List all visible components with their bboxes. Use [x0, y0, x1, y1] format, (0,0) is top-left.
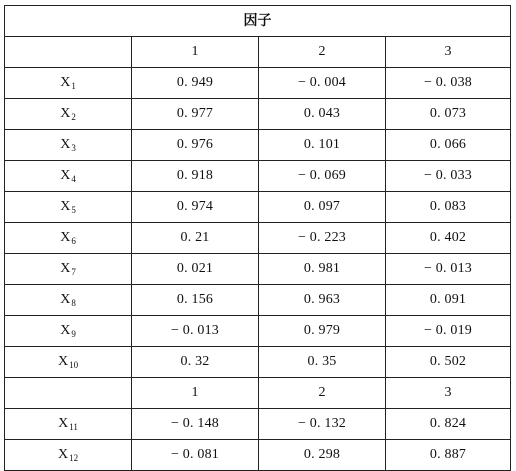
header-empty-cell: [5, 378, 132, 409]
variable-label-cell: [5, 68, 132, 99]
title-row: [5, 6, 511, 37]
loading-value-cell: 0. 963: [259, 285, 386, 316]
variable-subscript: 6: [71, 235, 76, 246]
loading-value-cell: − 0. 019: [386, 316, 511, 347]
table-row: [5, 316, 511, 347]
loading-value-cell: 0. 949: [132, 68, 259, 99]
loading-value-cell: 0. 977: [132, 99, 259, 130]
loading-value-cell: − 0. 223: [259, 223, 386, 254]
variable-subscript: 11: [69, 421, 78, 432]
loading-value-cell: − 0. 038: [386, 68, 511, 99]
loading-value-cell: 0. 021: [132, 254, 259, 285]
variable-label-cell: [5, 192, 132, 223]
variable-name: X: [60, 291, 71, 307]
variable-subscript: 10: [69, 359, 79, 370]
variable-label-cell: [5, 161, 132, 192]
loading-value-cell: − 0. 013: [386, 254, 511, 285]
variable-label-cell: [5, 285, 132, 316]
variable-name: X: [60, 167, 71, 183]
loading-value-cell: 0. 981: [259, 254, 386, 285]
table-row: [5, 254, 511, 285]
factor-header-cell: 1: [132, 378, 259, 409]
variable-label-cell: [5, 130, 132, 161]
variable-label-cell: [5, 223, 132, 254]
variable-name: X: [60, 260, 71, 276]
table-row: [5, 68, 511, 99]
loading-value-cell: 0. 298: [259, 440, 386, 471]
loading-value-cell: 0. 101: [259, 130, 386, 161]
variable-name: X: [60, 74, 71, 90]
variable-subscript: 9: [71, 328, 76, 339]
loading-value-cell: − 0. 148: [132, 409, 259, 440]
loading-value-cell: 0. 091: [386, 285, 511, 316]
factor-header-row-repeat: [5, 378, 511, 409]
loading-value-cell: − 0. 004: [259, 68, 386, 99]
table-row: [5, 192, 511, 223]
factor-header-cell: 3: [386, 37, 511, 68]
variable-label-cell: [5, 254, 132, 285]
loading-value-cell: 0. 156: [132, 285, 259, 316]
loading-value-cell: 0. 974: [132, 192, 259, 223]
variable-label-cell: [5, 99, 132, 130]
variable-subscript: 3: [71, 142, 76, 153]
loading-value-cell: − 0. 013: [132, 316, 259, 347]
factor-header-cell: 3: [386, 378, 511, 409]
table-row: [5, 99, 511, 130]
table-row: [5, 347, 511, 378]
variable-name: X: [60, 136, 71, 152]
header-empty-cell: [5, 37, 132, 68]
table-row: [5, 223, 511, 254]
variable-subscript: 5: [71, 204, 76, 215]
loading-value-cell: 0. 918: [132, 161, 259, 192]
loading-value-cell: 0. 21: [132, 223, 259, 254]
variable-subscript: 1: [71, 80, 76, 91]
table-row: [5, 161, 511, 192]
loading-value-cell: 0. 32: [132, 347, 259, 378]
table-title: 因子: [5, 6, 511, 37]
loading-value-cell: 0. 824: [386, 409, 511, 440]
variable-label-cell: [5, 347, 132, 378]
loading-value-cell: 0. 083: [386, 192, 511, 223]
loading-value-cell: 0. 502: [386, 347, 511, 378]
variable-label-cell: [5, 316, 132, 347]
factor-header-row: [5, 37, 511, 68]
factor-loading-table: [4, 5, 511, 471]
loading-value-cell: 0. 887: [386, 440, 511, 471]
variable-subscript: 12: [69, 452, 79, 463]
variable-subscript: 4: [71, 173, 76, 184]
variable-name: X: [60, 229, 71, 245]
variable-subscript: 2: [71, 111, 76, 122]
variable-name: X: [60, 322, 71, 338]
loading-value-cell: 0. 043: [259, 99, 386, 130]
variable-name: X: [58, 415, 69, 431]
variable-name: X: [60, 105, 71, 121]
table-row: [5, 285, 511, 316]
factor-header-cell: 2: [259, 378, 386, 409]
table-row: [5, 440, 511, 471]
variable-name: X: [60, 198, 71, 214]
loading-value-cell: 0. 402: [386, 223, 511, 254]
loading-value-cell: − 0. 069: [259, 161, 386, 192]
variable-subscript: 8: [71, 297, 76, 308]
loading-value-cell: 0. 097: [259, 192, 386, 223]
loading-value-cell: 0. 073: [386, 99, 511, 130]
loading-value-cell: − 0. 132: [259, 409, 386, 440]
variable-label-cell: [5, 440, 132, 471]
variable-label-cell: [5, 409, 132, 440]
loading-value-cell: 0. 35: [259, 347, 386, 378]
loading-value-cell: − 0. 033: [386, 161, 511, 192]
loading-value-cell: 0. 976: [132, 130, 259, 161]
table-row: [5, 130, 511, 161]
factor-header-cell: 1: [132, 37, 259, 68]
variable-name: X: [57, 353, 69, 369]
variable-subscript: 7: [71, 266, 76, 277]
loading-value-cell: 0. 979: [259, 316, 386, 347]
factor-header-cell: 2: [259, 37, 386, 68]
loading-value-cell: 0. 066: [386, 130, 511, 161]
variable-name: X: [57, 446, 69, 462]
table-row: [5, 409, 511, 440]
loading-value-cell: − 0. 081: [132, 440, 259, 471]
